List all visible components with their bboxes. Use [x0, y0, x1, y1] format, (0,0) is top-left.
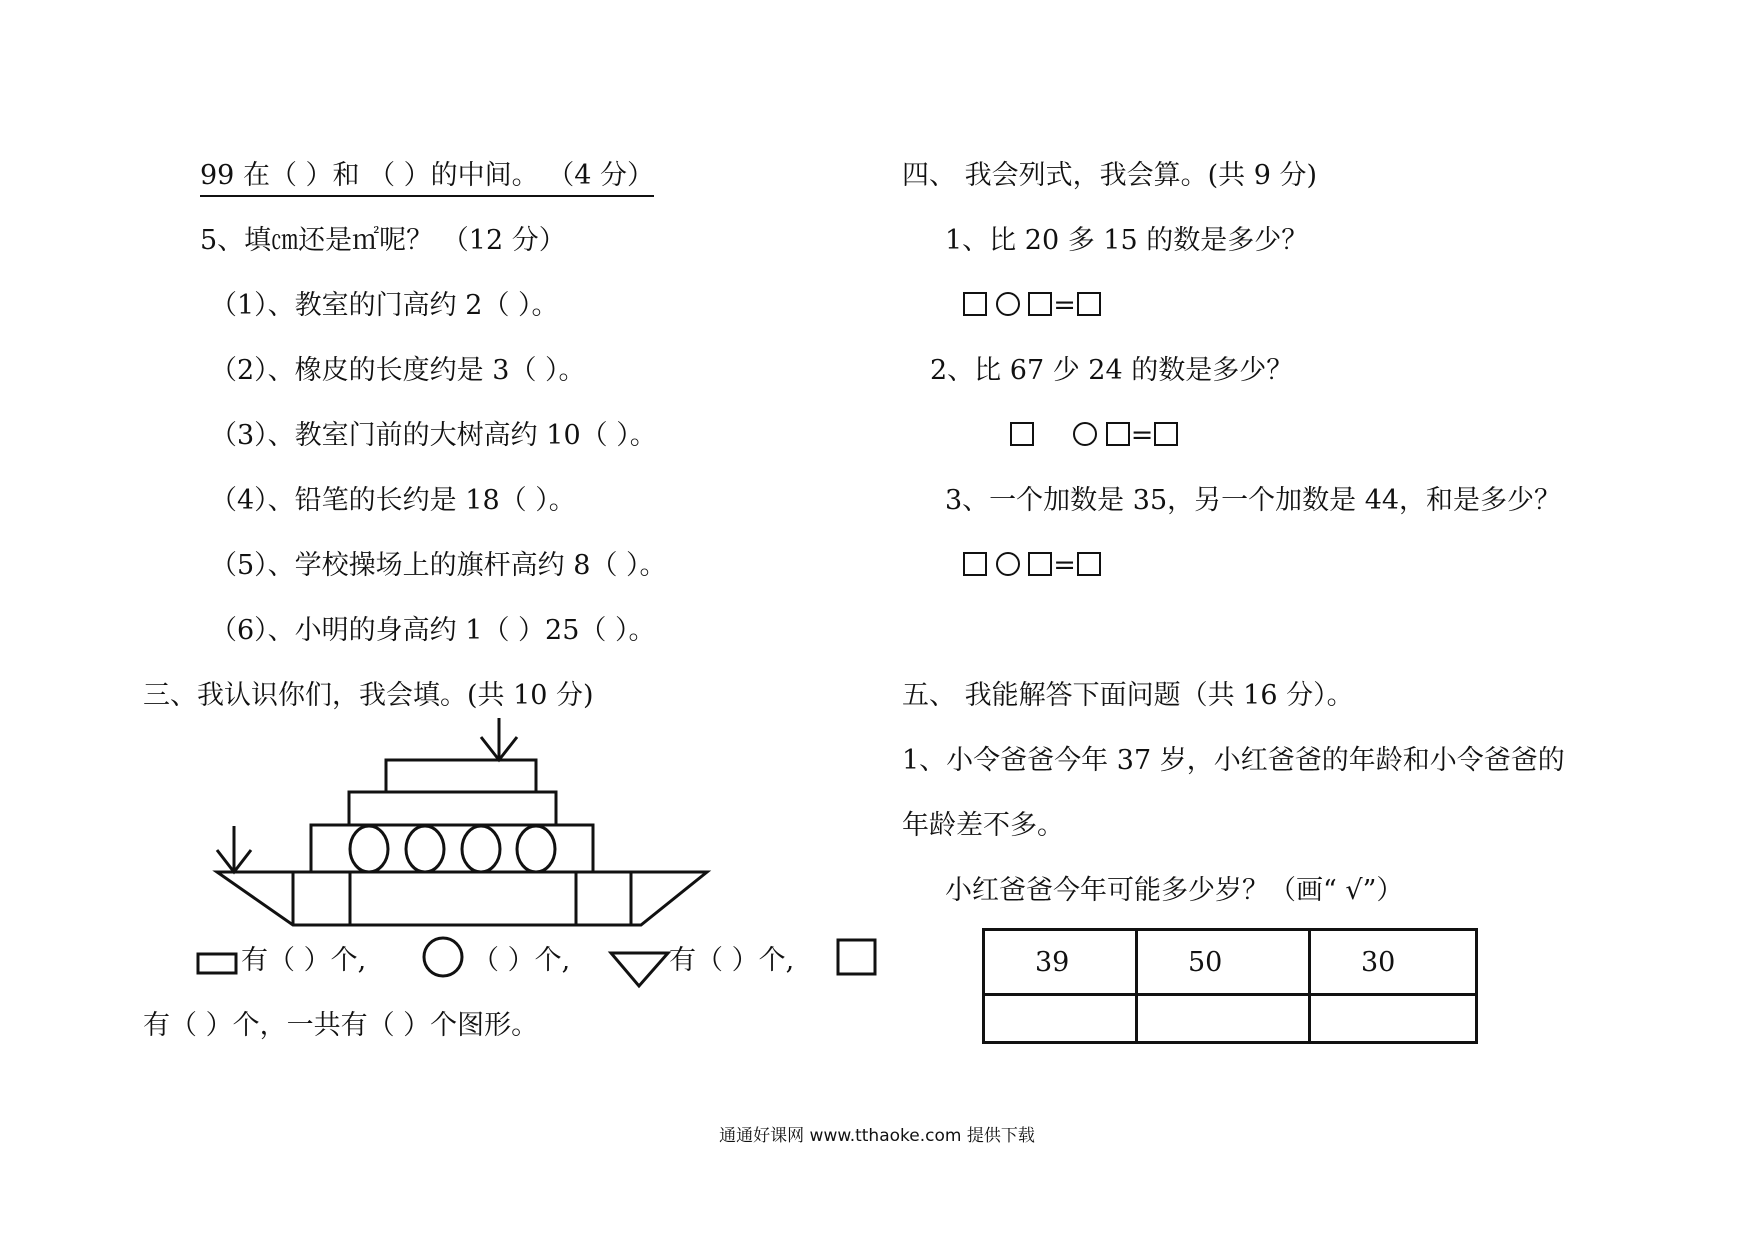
q2-equation — [1010, 419, 1178, 453]
tick-cell[interactable] — [1310, 995, 1477, 1043]
blank-box[interactable] — [1010, 422, 1034, 446]
square-shape-icon — [838, 940, 875, 974]
age-option-cell: 39 — [984, 930, 1137, 995]
rect-shape-icon — [198, 954, 236, 973]
section-4-title: 四、 我会列式，我会算。(共 9 分) — [902, 160, 1317, 191]
answer-box[interactable] — [1077, 552, 1101, 576]
operator-circle[interactable] — [1073, 422, 1097, 446]
porthole-2 — [406, 826, 444, 872]
footer-credit: 通通好课网 www.tthaoke.com 提供下载 — [719, 1126, 1035, 1146]
circle-shape-icon — [424, 938, 462, 976]
q3-text: 3、一个加数是 35，另一个加数是 44，和是多少？ — [945, 485, 1562, 516]
q5-item-1: （1）、教室的门高约 2（ ）。 — [210, 290, 559, 321]
porthole-1 — [350, 826, 388, 872]
circle-count-text: （ ）个, — [472, 945, 571, 976]
section-5-title: 五、 我能解答下面问题（共 16 分）。 — [902, 680, 1354, 711]
blank-box[interactable] — [1028, 292, 1052, 316]
blank-box[interactable] — [1106, 422, 1130, 446]
hull-trapezoid — [217, 872, 707, 925]
q5-item-2: （2）、橡皮的长度约是 3（ ）。 — [210, 355, 586, 386]
problem-1-line-2: 年龄差不多。 — [902, 810, 1064, 841]
q5-title: 5、填㎝还是㎡呢？ （12 分） — [200, 225, 566, 256]
blank-box[interactable] — [963, 292, 987, 316]
section-3-title: 三、我认识你们，我会填。(共 10 分) — [143, 680, 594, 711]
triangle-shape-icon — [611, 953, 668, 986]
q5-item-3: （3）、教室门前的大树高约 10（ ）。 — [210, 420, 657, 451]
q2-text: 2、比 67 少 24 的数是多少？ — [930, 355, 1294, 386]
problem-1-question: 小红爸爸今年可能多少岁？（画“ √”） — [945, 875, 1404, 906]
equals-sign: = — [1053, 290, 1076, 321]
rect-count-text: 有（ ）个, — [241, 945, 367, 976]
problem-1-line-1: 1、小令爸爸今年 37 岁，小红爸爸的年龄和小令爸爸的 — [902, 745, 1565, 776]
fill-99-line: 99 在（ ）和 （ ）的中间。 （4 分） — [200, 159, 654, 197]
deck-rect-middle — [349, 792, 556, 825]
age-option-cell: 30 — [1310, 930, 1477, 995]
equals-sign: = — [1130, 420, 1154, 451]
operator-circle[interactable] — [996, 552, 1020, 576]
age-choice-table — [982, 928, 1478, 1044]
deck-rect-top — [386, 760, 536, 792]
porthole-4 — [517, 826, 555, 872]
age-option-cell: 50 — [1137, 930, 1310, 995]
operator-circle[interactable] — [996, 292, 1020, 316]
triangle-count-text: 有（ ）个, — [669, 945, 795, 976]
blank-box[interactable] — [1028, 552, 1052, 576]
q5-item-4: （4）、铅笔的长约是 18（ ）。 — [210, 485, 576, 516]
tick-cell[interactable] — [984, 995, 1137, 1043]
q5-item-6: （6）、小明的身高约 1（ ）25（ ）。 — [210, 615, 656, 646]
q1-equation — [963, 289, 1101, 323]
answer-box[interactable] — [1154, 422, 1178, 446]
tick-cell[interactable] — [1137, 995, 1310, 1043]
q1-text: 1、比 20 多 15 的数是多少？ — [945, 225, 1309, 256]
equals-sign: = — [1053, 550, 1076, 581]
porthole-3 — [462, 826, 500, 872]
blank-box[interactable] — [963, 552, 987, 576]
q3-equation — [963, 549, 1101, 583]
square-count-text: 有（ ）个，一共有（ ）个图形。 — [143, 1010, 539, 1041]
answer-box[interactable] — [1077, 292, 1101, 316]
q5-item-5: （5）、学校操场上的旗杆高约 8（ ）。 — [210, 550, 667, 581]
